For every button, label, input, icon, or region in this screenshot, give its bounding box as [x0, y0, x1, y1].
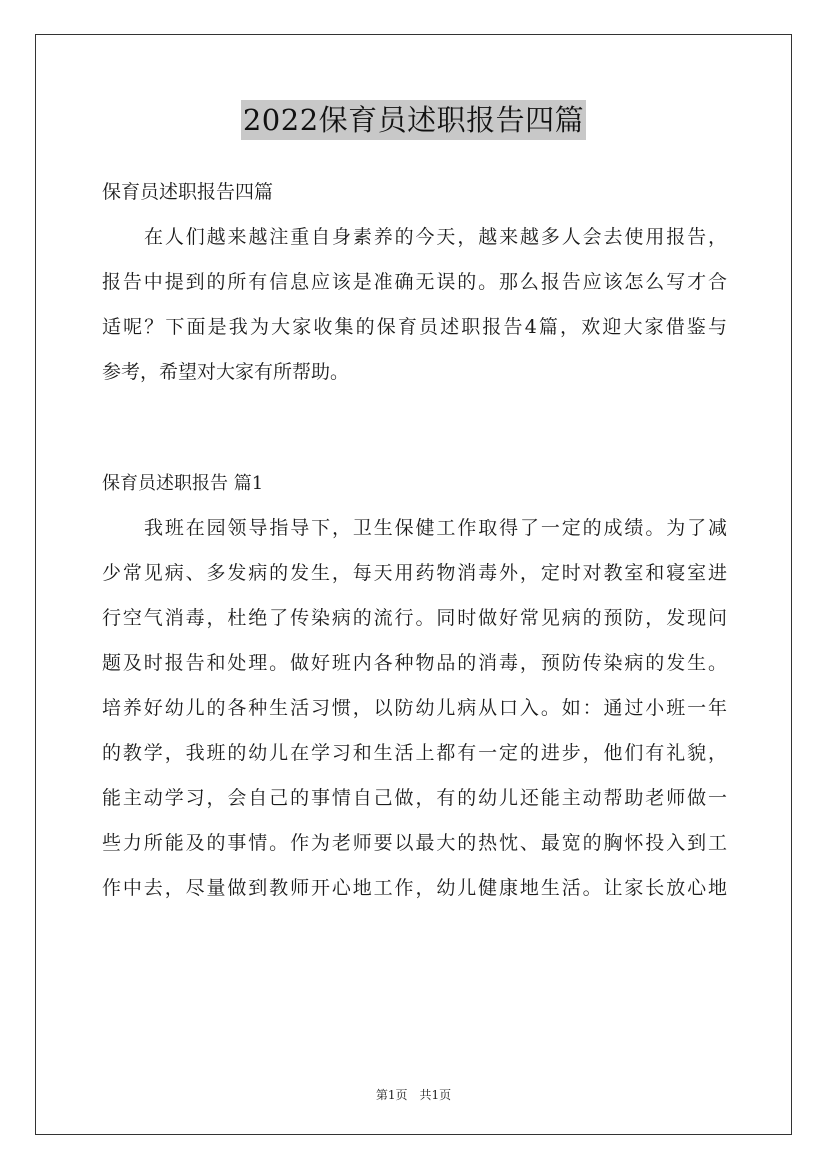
section-line: 的教学，我班的幼儿在学习和生活上都有一定的进步，他们有礼貌， — [102, 742, 727, 764]
document-subtitle: 保育员述职报告四篇 — [102, 181, 274, 203]
intro-line: 报告中提到的所有信息应该是准确无误的。那么报告应该怎么写才合 — [102, 271, 727, 293]
section-line: 培养好幼儿的各种生活习惯，以防幼儿病从口入。如：通过小班一年 — [102, 697, 727, 719]
page-footer: 第1页 共1页 — [375, 1088, 452, 1102]
intro-line: 在人们越来越注重自身素养的今天，越来越多人会去使用报告， — [144, 226, 727, 248]
section-line: 些力所能及的事情。作为老师要以最大的热忱、最宽的胸怀投入到工 — [102, 832, 727, 854]
intro-line: 适呢？下面是我为大家收集的保育员述职报告4篇，欢迎大家借鉴与 — [102, 316, 727, 338]
section-line: 作中去，尽量做到教师开心地工作，幼儿健康地生活。让家长放心地 — [102, 877, 727, 899]
section-gap — [102, 395, 727, 461]
section-line: 题及时报告和处理。做好班内各种物品的消毒，预防传染病的发生。 — [102, 652, 727, 674]
section-line: 能主动学习，会自己的事情自己做，有的幼儿还能主动帮助老师做一 — [102, 787, 727, 809]
section-line: 少常见病、多发病的发生，每天用药物消毒外，定时对教室和寝室进 — [102, 562, 727, 584]
document-body — [102, 170, 727, 911]
document-title: 2022保育员述职报告四篇 — [241, 100, 586, 140]
section-line: 我班在园领导指导下，卫生保健工作取得了一定的成绩。为了减 — [144, 517, 727, 539]
title-container — [0, 100, 827, 140]
section-line: 行空气消毒，杜绝了传染病的流行。同时做好常见病的预防，发现问 — [102, 607, 727, 629]
section-heading: 保育员述职报告 篇1 — [102, 473, 264, 494]
intro-line: 参考，希望对大家有所帮助。 — [102, 361, 350, 383]
